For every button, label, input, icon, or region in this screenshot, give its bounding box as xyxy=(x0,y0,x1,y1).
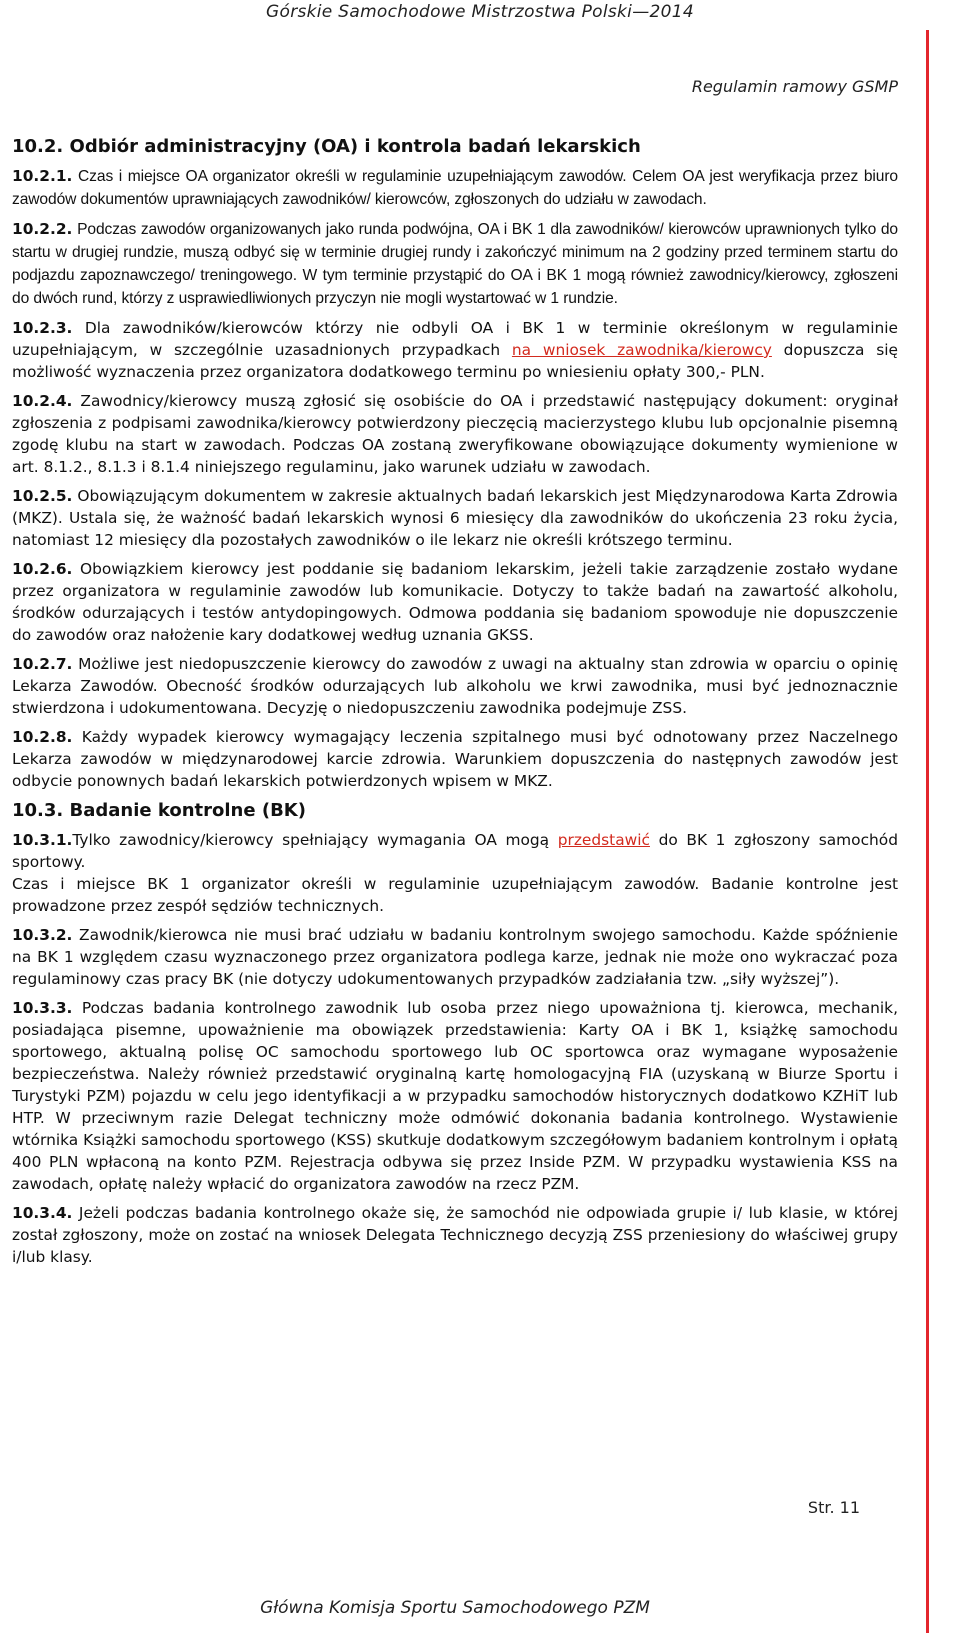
paragraph-number: 10.3.1. xyxy=(12,831,73,849)
paragraph-10-3-4 xyxy=(12,1202,898,1268)
paragraph-text: minimum na 2 godziny przed terminem startu do podjazdu zapoznawczego/ treningowego. W tym terminie przystąpić do OA i BK 1 mogą również zawodnicy/kierowcy, zgłoszeni do dwóch rund, którzy z usprawiedliwionych przyczyn nie mogli wystartować w 1 rundzie. xyxy=(12,244,898,307)
section-10-3-heading: 10.3. Badanie kontrolne (BK) xyxy=(12,800,306,821)
paragraph-text: Zawodnik/kierowca nie musi brać udziału w badaniu kontrolnym swojego samochodu. Każde spóźnienie na BK 1 względem czasu wyznaczonego przez organizatora podlega karze, jednak nie może ono wykraczać poza regulaminowy czas pracy BK (nie dotyczy udokumentowanych przypadków zadziałania tzw. „siły wyższej”). xyxy=(12,926,898,988)
running-footer: Główna Komisja Sportu Samochodowego PZM xyxy=(260,1598,650,1618)
paragraph-text: Czas i miejsce OA organizator określi w regulaminie uzupełniającym zawodów. Celem OA jest weryfikacja przez biuro zawodów dokumentów uprawniających zawodników/ kierowców, zgłoszonych do udziału w zawodach. xyxy=(12,168,898,208)
page-number: Str. 11 xyxy=(807,1498,860,1517)
paragraph-number: 10.2.5. xyxy=(12,487,73,505)
paragraph-10-2-1 xyxy=(12,165,898,211)
paragraph-text: Zawodnicy/kierowcy muszą zgłosić się osobiście do OA i przedstawić następujący dokument: oryginał zgłoszenia z podpisami zawodnika/kierowcy potwierdzony pieczęcią macierzystego klubu lub opcjonalnie pisemną zgodę klubu na start w zawodach. Podczas OA zostaną zweryfikowane obowiązujące dokumenty wymienione w art. 8.1.2., 8.1.3 i 8.1.4 niniejszego regulaminu, jako warunek udziału w zawodach. xyxy=(12,392,898,476)
paragraph-number: 10.3.3. xyxy=(12,999,73,1017)
paragraph-10-2-5 xyxy=(12,485,898,551)
paragraph-text: Tylko zawodnicy/kierowcy spełniający wymagania OA mogą xyxy=(72,831,558,849)
paragraph-10-2-4 xyxy=(12,390,898,478)
paragraph-text: Możliwe jest niedopuszczenie kierowcy do zawodów z uwagi na aktualny stan zdrowia w oparciu o opinię Lekarza Zawodów. Obecność środków odurzających lub alkoholu we krwi zawodnika, musi być jednoznacznie stwierdzona i udokumentowana. Decyzję o niedopuszczeniu zawodnika podejmuje ZSS. xyxy=(12,655,898,717)
paragraph-number: 10.2.6. xyxy=(12,560,73,578)
section-10-2-heading: 10.2. Odbiór administracyjny (OA) i kontrola badań lekarskich xyxy=(12,136,641,157)
paragraph-number: 10.2.8. xyxy=(12,728,73,746)
paragraph-10-2-6 xyxy=(12,558,898,646)
paragraph-10-2-7 xyxy=(12,653,898,719)
paragraph-number: 10.2.2. xyxy=(12,220,73,238)
margin-red-line xyxy=(926,30,929,1633)
paragraph-number: 10.2.7. xyxy=(12,655,73,673)
paragraph-text: Dla zawodników/kierowców którzy nie odbyli OA i BK 1 w terminie określonym w regulaminie uzupełniającym, w szczególnie uzasadnionych przypadkach xyxy=(12,319,898,359)
paragraph-10-2-8 xyxy=(12,726,898,792)
paragraph-text: Jeżeli podczas badania kontrolnego okaże się, że samochód nie odpowiada grupie i/ lub klasie, w której został zgłoszony, może on zostać na wniosek Delegata Technicznego decyzją ZSS przeniesiony do właściwej grupy i/lub klasy. xyxy=(12,1204,898,1266)
paragraph-text: Obowiązującym dokumentem w zakresie aktualnych badań lekarskich jest Międzynarodowa Karta Zdrowia (MKZ). Ustala się, że ważność badań lekarskich wynosi 6 miesięcy dla zawodników do ukończenia 23 roku życia, natomiast 12 miesięcy dla pozostałych zawodników o ile lekarz nie określi krótszego terminu. xyxy=(12,487,898,549)
paragraph-10-3-1-continued: Czas i miejsce BK 1 organizator określi w regulaminie uzupełniającym zawodów. Badanie kontrolne jest prowadzone przez zespół sędziów technicznych. xyxy=(12,875,898,915)
request-link[interactable]: na wniosek zawodnika/kierowcy xyxy=(511,341,772,359)
paragraph-number: 10.3.2. xyxy=(12,926,73,944)
paragraph-text: Podczas zawodów organizowanych jako runda podwójna, OA i BK 1 dla zawodników/ kierowców uprawnionych tylko do startu w drugiej rundzie, muszą odbyć się w terminie drugiej rundy i zakończyć xyxy=(12,221,898,261)
paragraph-10-3-1 xyxy=(12,829,898,873)
paragraph-10-3-3 xyxy=(12,997,898,1195)
paragraph-text: Podczas badania kontrolnego zawodnik lub osoba przez niego upoważniona tj. kierowca, mechanik, posiadająca pisemne, upoważnienie ma obowiązek przedstawienia: Karty OA i BK 1, książkę samochodu sportowego, aktualną polisę OC samochodu sportowego lub OC sportowca oraz wymagane wyposażenie bezpieczeństwa. Należy również przedstawić oryginalną kartę homologacyjną FIA (uzyskaną w Biurze Sportu i Turystyki PZM) pojazdu w celu jego identyfikacji a w przypadku samochodów historycznych dodatkowo KZHiT lub HTP. W przeciwnym razie Delegat techniczny może odmówić dokonania badania kontrolnego. Wystawienie wtórnika Książki samochodu sportowego (KSS) skutkuje dodatkowym szczegółowym badaniem kontrolnym i opłatą 400 PLN wpłaconą na konto PZM. Rejestracja odbywa się przez Inside PZM. W przypadku wystawienia KSS na zawodach, opłatę należy wpłacić do organizatora zawodów na rzecz PZM. xyxy=(12,999,898,1193)
paragraph-number: 10.2.4. xyxy=(12,392,73,410)
paragraph-text: dopuszcza się możliwość wyznaczenia przez organizatora dodatkowego terminu po wniesieniu opłaty 300,- PLN. xyxy=(12,341,898,381)
paragraph-number: 10.3.4. xyxy=(12,1204,73,1222)
document-body xyxy=(12,135,898,1275)
paragraph-text: do BK 1 zgłoszony samochód sportowy. xyxy=(12,831,898,871)
paragraph-10-2-2 xyxy=(12,218,898,310)
present-link[interactable]: przedstawić xyxy=(557,831,650,849)
running-header-title: Górskie Samochodowe Mistrzostwa Polski—2014 xyxy=(266,2,694,22)
paragraph-10-2-3 xyxy=(12,317,898,383)
paragraph-10-3-2 xyxy=(12,924,898,990)
paragraph-text: Obowiązkiem kierowcy jest poddanie się badaniom lekarskim, jeżeli takie zarządzenie zostało wydane przez organizatora w regulaminie zawodów lub komunikacie. Dotyczy to także badań na zawartość alkoholu, środków odurzających i testów antydopingowych. Odmowa poddania się badaniom spowoduje nie dopuszczenie do zawodów oraz nałożenie kary dodatkowej według uznania GKSS. xyxy=(12,560,898,644)
paragraph-text: Każdy wypadek kierowcy wymagający leczenia szpitalnego musi być odnotowany przez Naczelnego Lekarza zawodów w międzynarodowej karcie zdrowia. Warunkiem dopuszczenia do następnych zawodów jest odbycie ponownych badań lekarskich potwierdzonych wpisem w MKZ. xyxy=(12,728,898,790)
paragraph-number: 10.2.1. xyxy=(12,167,73,185)
paragraph-number: 10.2.3. xyxy=(12,319,73,337)
running-header-subtitle: Regulamin ramowy GSMP xyxy=(691,77,898,96)
